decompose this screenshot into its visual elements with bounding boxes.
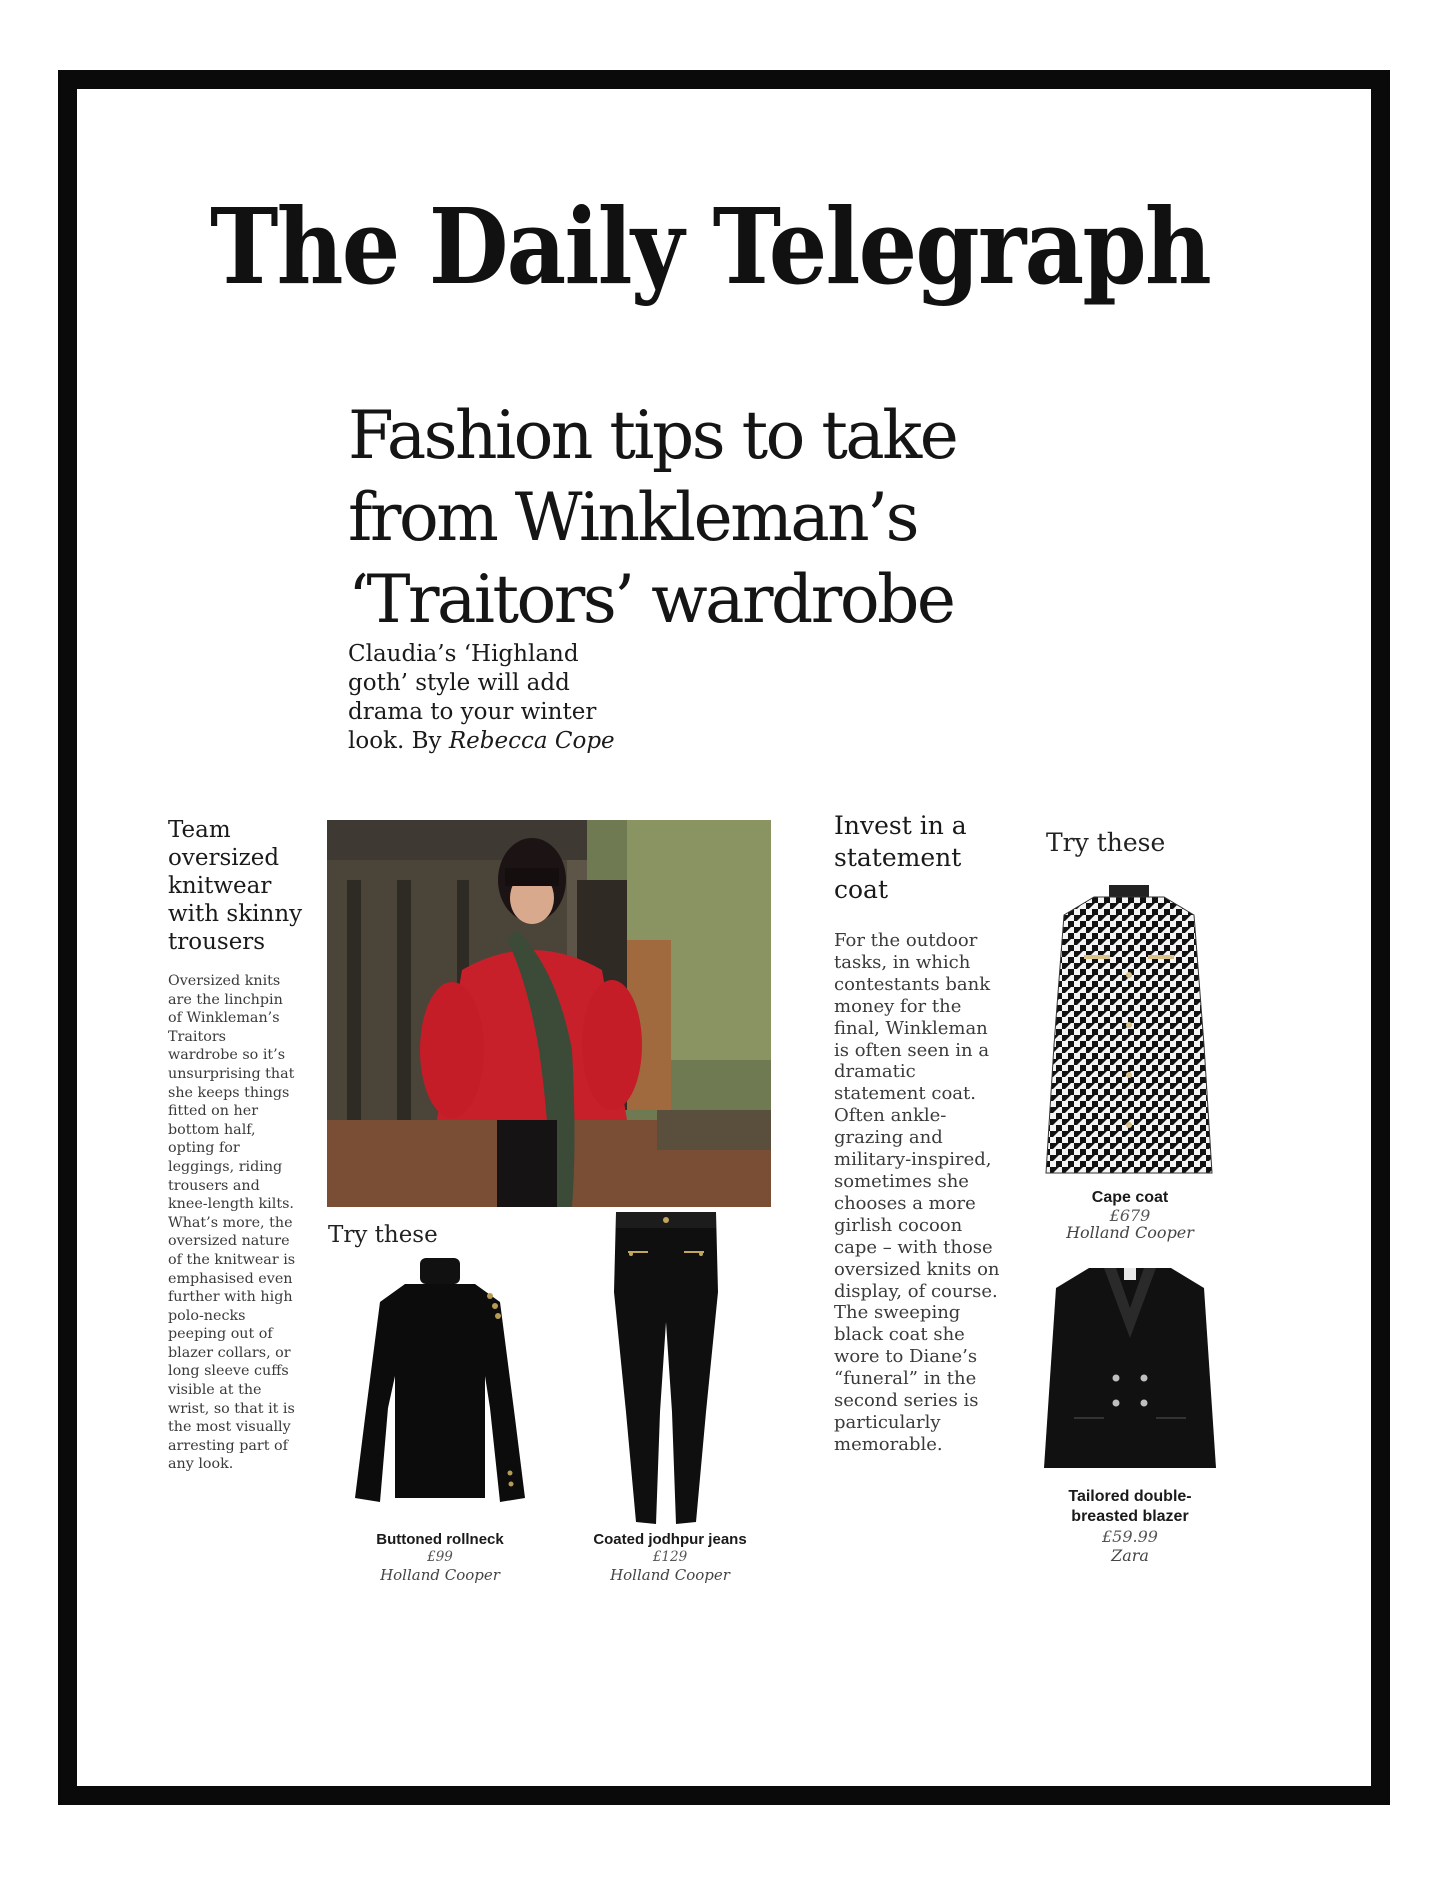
woman-in-red-knit-photo (327, 820, 771, 1207)
product-name: Buttoned rollneck (376, 1531, 504, 1548)
standfirst-by: look. By (348, 728, 449, 754)
standfirst-line (348, 727, 628, 756)
product-brand: Holland Cooper (1066, 1223, 1194, 1242)
headline-line: ‘Traitors’ wardrobe (348, 561, 954, 638)
section-heading-coat: Invest in a statement coat (834, 811, 967, 904)
try-these-label-knitwear: Try these (328, 1222, 438, 1248)
product-brand: Zara (1111, 1546, 1149, 1565)
section-heading-knitwear: Team oversized knitwear with skinny trousers (168, 817, 303, 955)
section-body-knitwear: Oversized knits are the linchpin of Winkleman’s Traitors wardrobe so it’s unsurprising that she keeps things fitted on her bottom half, opting for leggings, riding trousers and knee-length kilts. What’s more, the oversized nature of the knitwear is emphasised even further with high polo-necks peeping out of blazer collars, or long sleeve cuffs visible at the wrist, so that it is the most visually arresting part of any look. (168, 973, 296, 1473)
product-price: £679 (1109, 1206, 1151, 1225)
product-price: £129 (652, 1549, 688, 1565)
headline-line: from Winkleman’s (348, 479, 918, 556)
black-rollneck-image (350, 1258, 530, 1508)
product-name: Coated jodhpur jeans (593, 1531, 747, 1548)
standfirst-line: goth’ style will add (348, 670, 570, 696)
standfirst-line: Claudia’s ‘Highland (348, 641, 579, 667)
try-these-label-coat: Try these (1046, 828, 1166, 857)
black-jeans-image (606, 1212, 726, 1527)
product-brand: Holland Cooper (380, 1566, 500, 1584)
masthead-text: The Daily Telegraph (210, 185, 1211, 308)
section-body-coat: For the outdoor tasks, in which contestants bank money for the final, Winkleman is often seen in a dramatic statement coat. Often ankle- grazing and military-inspired, sometimes she chooses a more girlish cocoon cape – with those oversized knits on display, of course. The sweeping black coat she wore to Diane’s “funeral” in the second series is particularly memorable. (834, 930, 1000, 1455)
product-caption-blazer (1040, 1487, 1220, 1565)
headline-line: Fashion tips to take (348, 397, 957, 474)
product-name: Tailored double-breasted blazer (1068, 1488, 1192, 1525)
article-headline (348, 395, 1008, 641)
product-brand: Holland Cooper (610, 1566, 730, 1584)
standfirst-line: drama to your winter (348, 699, 597, 725)
byline-author: Rebecca Cope (448, 728, 615, 754)
standfirst (348, 640, 628, 756)
masthead-logo (205, 175, 1215, 325)
product-caption-cape (1040, 1188, 1220, 1242)
product-name: Cape coat (1091, 1189, 1169, 1206)
product-price: £59.99 (1102, 1527, 1158, 1546)
product-price: £99 (427, 1549, 453, 1565)
product-caption-jeans (580, 1530, 760, 1584)
product-caption-rollneck (360, 1530, 520, 1584)
black-blazer-image (1044, 1268, 1216, 1478)
houndstooth-cape-coat-image (1044, 885, 1214, 1177)
